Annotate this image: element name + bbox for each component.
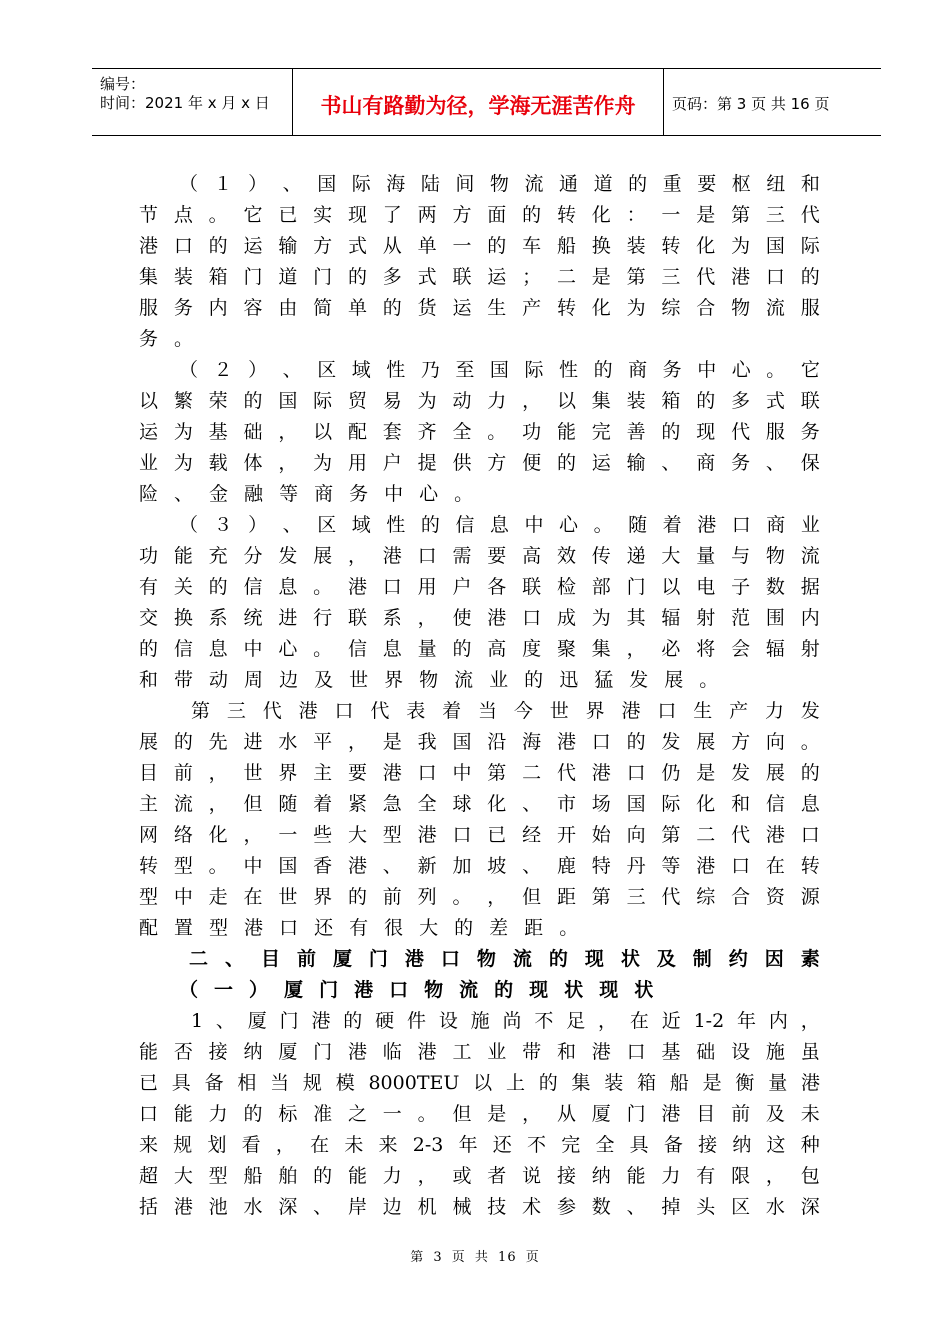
page-footer: 第 3 页 共 16 页	[410, 1250, 540, 1265]
body-text-line: 来 规 划 看 ， 在 未 来 2-3 年 还 不 完 全 具 备 接 纳 这 种	[139, 1134, 820, 1156]
body-text-line: 功 能 充 分 发 展 ， 港 口 需 要 高 效 传 递 大 量 与 物 流	[139, 545, 820, 567]
body-text-line: 交 换 系 统 进 行 联 系 ， 使 港 口 成 为 其 辐 射 范 围 内	[139, 607, 820, 629]
header-left-cell	[92, 69, 292, 135]
body-text-line: 险 、 金 融 等 商 务 中 心 。	[139, 483, 474, 505]
header-motto: 书山有路勤为径，学海无涯苦作舟	[320, 94, 636, 118]
body-text-line: 口 能 力 的 标 准 之 一 。 但 是 ， 从 厦 门 港 目 前 及 未	[139, 1103, 820, 1125]
body-text-line: 1 、 厦 门 港 的 硬 件 设 施 尚 不 足 ， 在 近 1-2 年 内 ，	[191, 1010, 820, 1032]
body-text-line: 港 口 的 运 输 方 式 从 单 一 的 车 船 换 装 转 化 为 国 际	[139, 235, 820, 257]
body-text-line: 能 否 接 纳 厦 门 港 临 港 工 业 带 和 港 口 基 础 设 施 虽	[139, 1041, 820, 1063]
body-text-line: （ 一 ） 厦 门 港 口 物 流 的 现 状 现 状	[179, 979, 654, 1001]
body-text-line: 网 络 化 ， 一 些 大 型 港 口 已 经 开 始 向 第 二 代 港 口	[139, 824, 820, 846]
document-number-label: 编号：	[100, 75, 146, 93]
body-text-line: 业 为 载 体 ， 为 用 户 提 供 方 便 的 运 输 、 商 务 、 保	[139, 452, 820, 474]
body-text-line: 二 、 目 前 厦 门 港 口 物 流 的 现 状 及 制 约 因 素	[189, 948, 820, 970]
body-text-line: 务 。	[139, 328, 194, 350]
body-text-line: 转 型 。 中 国 香 港 、 新 加 坡 、 鹿 特 丹 等 港 口 在 转	[139, 855, 820, 877]
body-text-line: 超 大 型 船 舶 的 能 力 ， 或 者 说 接 纳 能 力 有 限 ， 包	[139, 1165, 820, 1187]
body-text-line: 运 为 基 础 ， 以 配 套 齐 全 。 功 能 完 善 的 现 代 服 务	[139, 421, 820, 443]
body-text-line: 第 三 代 港 口 代 表 着 当 今 世 界 港 口 生 产 力 发	[191, 700, 820, 722]
body-text-line: （ １ ） 、 国 际 海 陆 间 物 流 通 道 的 重 要 枢 纽 和	[179, 173, 820, 195]
document-body	[139, 169, 820, 1223]
header-table	[92, 68, 881, 136]
body-text-line: 节 点 。 它 已 实 现 了 两 方 面 的 转 化 ： 一 是 第 三 代	[139, 204, 820, 226]
body-text-line: 的 信 息 中 心 。 信 息 量 的 高 度 聚 集 ， 必 将 会 辐 射	[139, 638, 820, 660]
body-text-line: 括 港 池 水 深 、 岸 边 机 械 技 术 参 数 、 掉 头 区 水 深	[139, 1196, 820, 1218]
header-right-cell	[664, 69, 881, 135]
body-text-line: 服 务 内 容 由 简 单 的 货 运 生 产 转 化 为 综 合 物 流 服	[139, 297, 820, 319]
document-time-label: 时间：2021 年 x 月 x 日	[100, 94, 270, 112]
body-text-line: 和 带 动 周 边 及 世 界 物 流 业 的 迅 猛 发 展 。	[139, 669, 719, 691]
body-text-line: 目 前 ， 世 界 主 要 港 口 中 第 二 代 港 口 仍 是 发 展 的	[139, 762, 820, 784]
header-middle-cell	[292, 69, 664, 135]
body-text-line: 以 繁 荣 的 国 际 贸 易 为 动 力 ， 以 集 装 箱 的 多 式 联	[139, 390, 820, 412]
header-page-number: 页码：第 3 页 共 16 页	[672, 95, 830, 113]
body-text-line: 主 流 ， 但 随 着 紧 急 全 球 化 、 市 场 国 际 化 和 信 息	[139, 793, 820, 815]
body-text-line: 展 的 先 进 水 平 ， 是 我 国 沿 海 港 口 的 发 展 方 向 。	[139, 731, 820, 753]
body-text-line: 配 置 型 港 口 还 有 很 大 的 差 距 。	[139, 917, 579, 939]
body-text-line: （ ２ ） 、 区 域 性 乃 至 国 际 性 的 商 务 中 心 。 它	[179, 359, 820, 381]
body-text-line: 已 具 备 相 当 规 模 8000TEU 以 上 的 集 装 箱 船 是 衡 量 港	[139, 1072, 820, 1094]
body-text-line: 型 中 走 在 世 界 的 前 列 。 ， 但 距 第 三 代 综 合 资 源	[139, 886, 820, 908]
body-text-line: 有 关 的 信 息 。 港 口 用 户 各 联 检 部 门 以 电 子 数 据	[139, 576, 820, 598]
body-text-line: （ ３ ） 、 区 域 性 的 信 息 中 心 。 随 着 港 口 商 业	[179, 514, 820, 536]
body-text-line: 集 装 箱 门 道 门 的 多 式 联 运 ； 二 是 第 三 代 港 口 的	[139, 266, 820, 288]
